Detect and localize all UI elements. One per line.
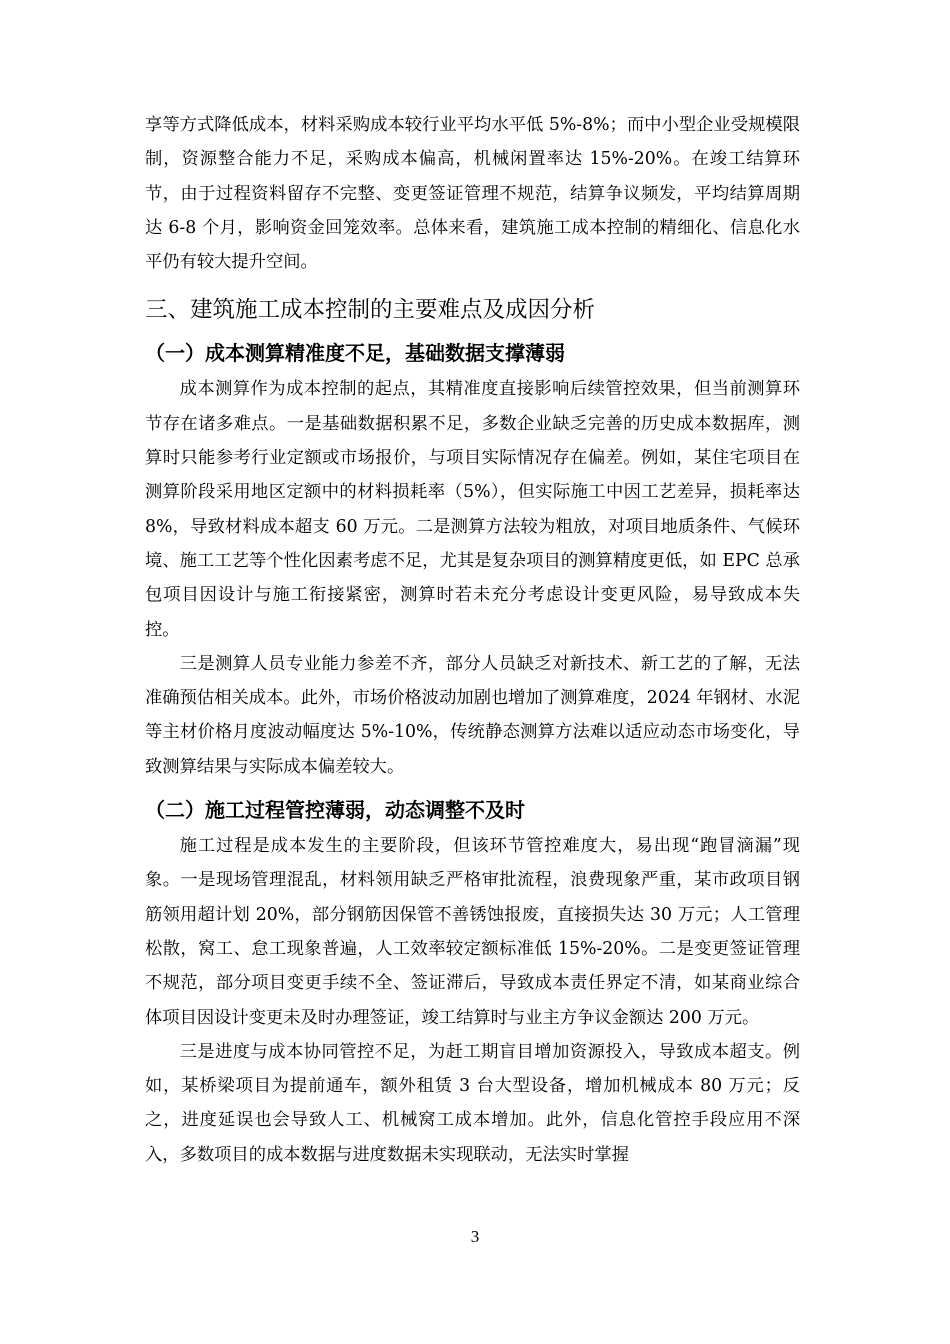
subsection-1-paragraph-1: 成本测算作为成本控制的起点，其精准度直接影响后续管控效果，但当前测算环节存在诸多难点。一是基础数据积累不足，多数企业缺乏完善的历史成本数据库，测算时只能参考行业定额或市场报价，与项目实际情况存在偏差。例如，某住宅项目在测算阶段采用地区定额中的材料损耗率（5%），但实际施工中因工艺差异，损耗率达 8%，导致材料成本超支 60 万元。二是测算方法较为粗放，对项目地质条件、气候环境、施工工艺等个性化因素考虑不足，尤其是复杂项目的测算精度更低，如 EPC 总承包项目因设计与施工衔接紧密，测算时若未充分考虑设计变更风险，易导致成本失控。 [145,379,800,640]
page-number: 3 [470,1227,480,1246]
page-content [145,108,800,1172]
section-heading: 三、建筑施工成本控制的主要难点及成因分析 [145,297,596,324]
subsection-2-paragraph-1: 施工过程是成本发生的主要阶段，但该环节管控难度大，易出现“跑冒滴漏”现象。一是现场管理混乱，材料领用缺乏严格审批流程，浪费现象严重，某市政项目钢筋领用超计划 20%，部分钢筋因保管不善锈蚀报废，直接损失达 30 万元；人工管理松散，窝工、怠工现象普遍，人工效率较定额标准低 15%-20%。二是变更签证管理不规范，部分项目变更手续不全、签证滞后，导致成本责任界定不清，如某商业综合体项目因设计变更未及时办理签证，竣工结算时与业主方争议金额达 200 万元。 [145,836,800,1028]
intro-paragraph: 享等方式降低成本，材料采购成本较行业平均水平低 5%-8%；而中小型企业受规模限制，资源整合能力不足，采购成本偏高，机械闲置率达 15%-20%。在竣工结算环节，由于过程资料留存不完整、变更签证管理不规范，结算争议频发，平均结算周期达 6-8 个月，影响资金回笼效率。总体来看，建筑施工成本控制的精细化、信息化水平仍有较大提升空间。 [145,115,800,273]
subsection-2-paragraph-2: 三是进度与成本协同管控不足，为赶工期盲目增加资源投入，导致成本超支。例如，某桥梁项目为提前通车，额外租赁 3 台大型设备，增加机械成本 80 万元；反之，进度延误也会导致人工、机械窝工成本增加。此外，信息化管控手段应用不深入，多数项目的成本数据与进度数据未实现联动，无法实时掌握 [145,1041,800,1165]
subsection-1-paragraph-2: 三是测算人员专业能力参差不齐，部分人员缺乏对新技术、新工艺的了解，无法准确预估相关成本。此外，市场价格波动加剧也增加了测算难度，2024 年钢材、水泥等主材价格月度波动幅度达 5%-10%，传统静态测算方法难以适应动态市场变化，导致测算结果与实际成本偏差较大。 [145,653,800,777]
subsection-heading-2: （二）施工过程管控薄弱，动态调整不及时 [145,798,525,823]
subsection-heading-1: （一）成本测算精准度不足，基础数据支撑薄弱 [145,341,565,366]
